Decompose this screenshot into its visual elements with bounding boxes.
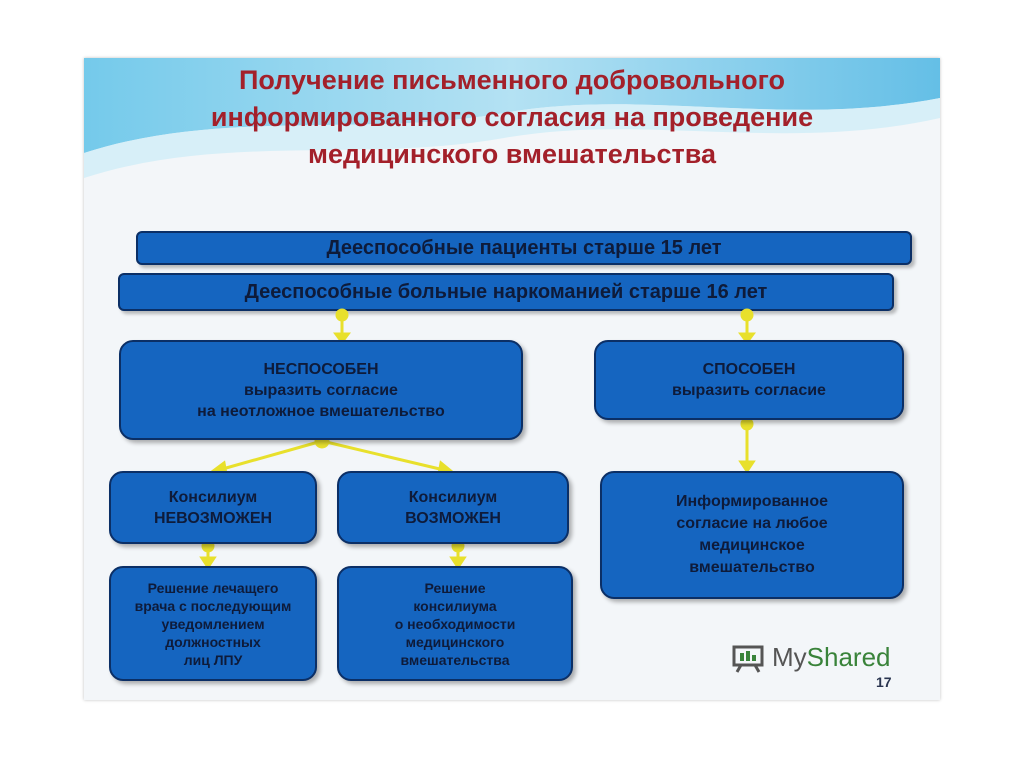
title-line-2: информированного согласия на проведение [210,102,814,132]
band-patients-label: Дееспособные пациенты старше 15 лет [326,236,722,259]
node-unable-line-3: на неотложное вмешательство [197,402,445,420]
node-doctor-decision [109,566,317,681]
node-doctor-line-5: лиц ЛПУ [183,651,243,668]
node-unable-line-1: НЕСПОСОБЕН [263,360,379,378]
slide [84,58,940,700]
node-consent-line-1: Информированное [675,493,829,510]
node-council-impossible [109,471,317,544]
page-number: 17 [876,674,892,690]
node-doctor-line-2: врача с последующим [134,597,292,614]
node-doctor-line-3: уведомлением [161,615,265,632]
node-doctor-line-1: Решение лечащего [147,579,279,596]
presentation-board-icon [732,643,766,673]
node-unable-line-2: выразить согласие [244,381,398,399]
node-council-decision-line-3: о необходимости [394,615,516,632]
myshared-logo [732,642,891,673]
node-council-decision-line-4: медицинского [405,633,505,650]
connector-arrowhead [741,462,753,471]
node-council-decision-line-1: Решение [424,579,486,596]
connector-to-council-impossible [219,441,322,470]
node-consent-line-3: медицинское [699,537,805,554]
node-council-possible-line-1: Консилиум [408,488,498,506]
logo-text [772,642,891,673]
node-informed-consent [600,471,904,599]
logo-prefix: My [772,642,807,672]
band-addicts-label: Дееспособные больные наркоманией старше 16 лет [244,280,768,303]
node-able-line-2: выразить согласие [672,382,826,399]
connector-dot [742,419,752,429]
node-able-line-1: СПОСОБЕН [702,361,796,378]
node-doctor-line-4: должностных [165,633,261,650]
connector-dot [337,310,347,320]
node-consent-line-2: согласие на любое [676,515,828,532]
node-council-impossible-line-2: НЕВОЗМОЖЕН [153,509,273,527]
title-line-1: Получение письменного добровольного [239,65,785,95]
node-unable-to-consent [119,340,523,440]
node-council-impossible-line-1: Консилиум [168,488,258,506]
node-council-possible [337,471,569,544]
node-council-decision-line-2: консилиума [413,597,497,614]
connector-to-council-possible [322,441,444,470]
title-line-3: медицинского вмешательства [307,139,717,169]
connector-dot [742,310,752,320]
node-consent-line-4: вмешательство [689,559,815,576]
node-able-to-consent [594,340,904,420]
node-council-decision-line-5: вмешательства [400,651,510,668]
logo-suffix: Shared [806,642,891,672]
node-council-possible-line-2: ВОЗМОЖЕН [405,509,501,527]
node-council-decision [337,566,573,681]
